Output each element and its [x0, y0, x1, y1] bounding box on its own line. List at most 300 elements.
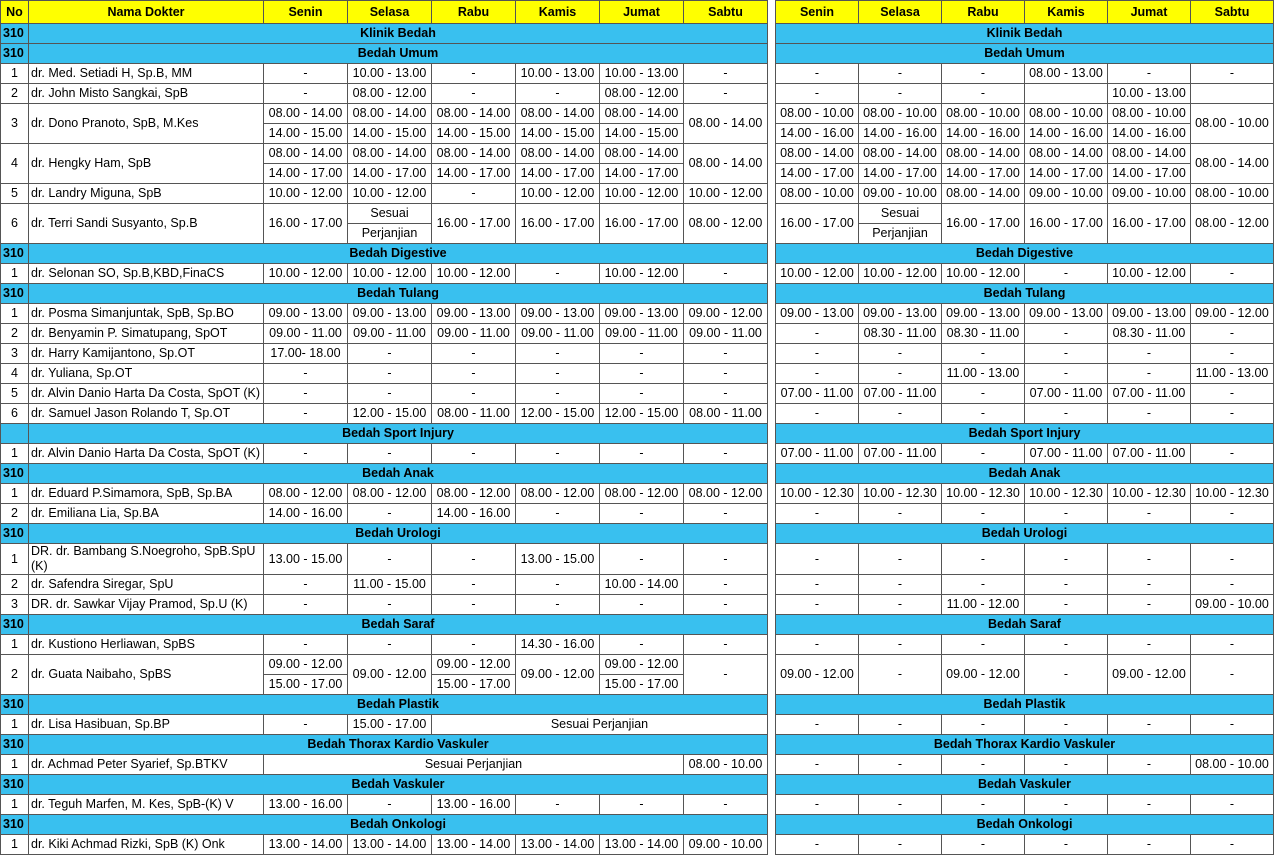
- schedule-cell: -: [776, 715, 859, 735]
- schedule-cell: -: [1108, 504, 1191, 524]
- schedule-cell: -: [1191, 715, 1274, 735]
- doctor-name: dr. Dono Pranoto, SpB, M.Kes: [29, 104, 264, 144]
- schedule-cell: 08.00 - 14.00: [432, 144, 516, 164]
- schedule-cell: -: [942, 835, 1025, 855]
- schedule-cell: -: [1108, 835, 1191, 855]
- doctor-number: 5: [1, 184, 29, 204]
- schedule-cell: 09.00 - 13.00: [348, 304, 432, 324]
- doctor-name: dr. Teguh Marfen, M. Kes, SpB-(K) V: [29, 795, 264, 815]
- section-title: Bedah Saraf: [29, 615, 768, 635]
- section-title: Bedah Vaskuler: [29, 775, 768, 795]
- schedule-cell: 10.00 - 12.30: [859, 484, 942, 504]
- schedule-cell: -: [264, 84, 348, 104]
- schedule-cell: -: [684, 84, 768, 104]
- schedule-cell: 10.00 - 12.00: [348, 264, 432, 284]
- section-row: [1, 775, 1274, 795]
- header-row: [1, 1, 1274, 24]
- column-gap: [768, 364, 776, 384]
- schedule-cell: 08.00 - 12.00: [516, 484, 600, 504]
- schedule-cell: 09.00 - 10.00: [684, 835, 768, 855]
- column-gap: [768, 835, 776, 855]
- schedule-cell: 08.00 - 14.00: [432, 104, 516, 124]
- schedule-cell: 08.30 - 11.00: [942, 324, 1025, 344]
- doctor-number: 1: [1, 304, 29, 324]
- schedule-cell: -: [1191, 795, 1274, 815]
- schedule-cell: 09.00 - 12.00: [600, 655, 684, 675]
- column-gap: [768, 715, 776, 735]
- schedule-cell: -: [432, 64, 516, 84]
- schedule-cell: -: [684, 364, 768, 384]
- schedule-cell: 14.00 - 15.00: [516, 124, 600, 144]
- schedule-cell: -: [776, 595, 859, 615]
- schedule-cell: -: [348, 344, 432, 364]
- section-code: 310: [1, 815, 29, 835]
- schedule-cell: 09.00 - 10.00: [1025, 184, 1108, 204]
- doctor-name: dr. Posma Simanjuntak, SpB, Sp.BO: [29, 304, 264, 324]
- schedule-cell: 09.00 - 12.00: [348, 655, 432, 695]
- schedule-cell: -: [859, 344, 942, 364]
- doctor-name: dr. Alvin Danio Harta Da Costa, SpOT (K): [29, 444, 264, 464]
- doctor-row: [1, 264, 1274, 284]
- schedule-cell: -: [942, 544, 1025, 575]
- section-title: Bedah Onkologi: [29, 815, 768, 835]
- schedule-cell: -: [432, 444, 516, 464]
- schedule-cell: 09.00 - 13.00: [432, 304, 516, 324]
- schedule-cell: -: [600, 595, 684, 615]
- doctor-row: [1, 324, 1274, 344]
- schedule-cell: 07.00 - 11.00: [776, 444, 859, 464]
- schedule-cell: 08.00 - 14.00: [264, 144, 348, 164]
- schedule-cell: Sesuai: [859, 204, 942, 224]
- section-row: [1, 615, 1274, 635]
- schedule-cell: 15.00 - 17.00: [348, 715, 432, 735]
- schedule-cell: -: [264, 444, 348, 464]
- schedule-cell: -: [1191, 344, 1274, 364]
- doctor-name: dr. Selonan SO, Sp.B,KBD,FinaCS: [29, 264, 264, 284]
- section-title-right: Bedah Urologi: [776, 524, 1274, 544]
- schedule-cell: -: [1025, 595, 1108, 615]
- schedule-cell: -: [516, 364, 600, 384]
- schedule-cell: 14.00 - 15.00: [264, 124, 348, 144]
- schedule-cell: -: [516, 344, 600, 364]
- schedule-cell: 09.00 - 12.00: [684, 304, 768, 324]
- schedule-cell: 14.00 - 16.00: [1108, 124, 1191, 144]
- schedule-cell: -: [1191, 64, 1274, 84]
- section-row: [1, 815, 1274, 835]
- schedule-cell: 10.00 - 13.00: [1108, 84, 1191, 104]
- column-gap: [768, 775, 776, 795]
- schedule-cell: 09.00 - 12.00: [776, 655, 859, 695]
- schedule-cell: 10.00 - 12.30: [1191, 484, 1274, 504]
- column-gap: [768, 304, 776, 324]
- column-gap: [768, 575, 776, 595]
- column-gap: [768, 635, 776, 655]
- schedule-cell: -: [776, 364, 859, 384]
- schedule-cell: -: [859, 595, 942, 615]
- section-code: 310: [1, 284, 29, 304]
- header-day: Senin: [264, 1, 348, 24]
- schedule-cell: 09.00 - 13.00: [776, 304, 859, 324]
- schedule-cell: 10.00 - 13.00: [348, 64, 432, 84]
- schedule-cell: 09.00 - 11.00: [516, 324, 600, 344]
- schedule-cell: -: [776, 344, 859, 364]
- schedule-cell: 10.00 - 13.00: [516, 64, 600, 84]
- doctor-row: [1, 344, 1274, 364]
- schedule-cell: 15.00 - 17.00: [600, 675, 684, 695]
- schedule-cell: 09.00 - 12.00: [1191, 304, 1274, 324]
- schedule-cell: -: [1025, 364, 1108, 384]
- schedule-cell: -: [859, 655, 942, 695]
- schedule-cell: 16.00 - 17.00: [516, 204, 600, 244]
- schedule-cell: 08.00 - 13.00: [1025, 64, 1108, 84]
- doctor-name: dr. John Misto Sangkai, SpB: [29, 84, 264, 104]
- schedule-cell: -: [1191, 404, 1274, 424]
- schedule-cell: 08.00 - 12.00: [432, 484, 516, 504]
- schedule-cell: 08.00 - 12.00: [684, 484, 768, 504]
- schedule-cell: 12.00 - 15.00: [348, 404, 432, 424]
- section-code: 310: [1, 44, 29, 64]
- schedule-cell: -: [684, 655, 768, 695]
- schedule-cell: 09.00 - 10.00: [859, 184, 942, 204]
- schedule-cell: -: [684, 344, 768, 364]
- schedule-cell: 09.00 - 12.00: [516, 655, 600, 695]
- doctor-name: dr. Lisa Hasibuan, Sp.BP: [29, 715, 264, 735]
- column-gap: [768, 695, 776, 715]
- schedule-cell: -: [776, 755, 859, 775]
- doctor-row: [1, 544, 1274, 575]
- schedule-cell: -: [776, 84, 859, 104]
- schedule-cell: -: [264, 404, 348, 424]
- schedule-cell: -: [776, 835, 859, 855]
- schedule-cell-merged: Sesuai Perjanjian: [432, 715, 768, 735]
- schedule-cell: 14.00 - 16.00: [776, 124, 859, 144]
- schedule-cell: 08.00 - 14.00: [600, 144, 684, 164]
- section-row: [1, 735, 1274, 755]
- header-day: Jumat: [1108, 1, 1191, 24]
- doctor-row: [1, 184, 1274, 204]
- doctor-row: [1, 655, 1274, 675]
- schedule-cell: -: [516, 444, 600, 464]
- schedule-cell: -: [348, 595, 432, 615]
- schedule-cell: 10.00 - 12.00: [942, 264, 1025, 284]
- schedule-cell: -: [776, 795, 859, 815]
- section-title: Bedah Tulang: [29, 284, 768, 304]
- doctor-name: dr. Eduard P.Simamora, SpB, Sp.BA: [29, 484, 264, 504]
- column-gap: [768, 384, 776, 404]
- schedule-cell: 07.00 - 11.00: [1025, 444, 1108, 464]
- schedule-cell: -: [942, 84, 1025, 104]
- section-code: 310: [1, 464, 29, 484]
- schedule-cell: -: [1025, 404, 1108, 424]
- schedule-cell: 07.00 - 11.00: [776, 384, 859, 404]
- schedule-cell: -: [942, 504, 1025, 524]
- schedule-cell: 14.00 - 16.00: [264, 504, 348, 524]
- schedule-cell: -: [776, 504, 859, 524]
- schedule-cell: -: [600, 384, 684, 404]
- doctor-number: 6: [1, 204, 29, 244]
- schedule-cell: -: [1108, 364, 1191, 384]
- schedule-cell: 09.00 - 12.00: [432, 655, 516, 675]
- schedule-cell: -: [264, 635, 348, 655]
- schedule-cell: -: [432, 344, 516, 364]
- header-day: Jumat: [600, 1, 684, 24]
- section-code: 310: [1, 735, 29, 755]
- schedule-cell: -: [1025, 655, 1108, 695]
- schedule-cell: -: [859, 544, 942, 575]
- schedule-cell: -: [942, 344, 1025, 364]
- schedule-cell: -: [684, 384, 768, 404]
- doctor-row: [1, 504, 1274, 524]
- schedule-cell: -: [859, 755, 942, 775]
- schedule-cell: -: [600, 444, 684, 464]
- schedule-cell: -: [1191, 544, 1274, 575]
- schedule-cell: 08.00 - 11.00: [432, 404, 516, 424]
- column-gap: [768, 24, 776, 44]
- column-gap: [768, 1, 776, 24]
- column-gap: [768, 524, 776, 544]
- doctor-row: [1, 715, 1274, 735]
- doctor-name: dr. Yuliana, Sp.OT: [29, 364, 264, 384]
- schedule-cell: 09.00 - 11.00: [600, 324, 684, 344]
- section-title-right: Bedah Tulang: [776, 284, 1274, 304]
- column-gap: [768, 244, 776, 264]
- schedule-cell: 08.00 - 10.00: [859, 104, 942, 124]
- schedule-cell: 11.00 - 13.00: [942, 364, 1025, 384]
- doctor-row: [1, 364, 1274, 384]
- schedule-cell: 10.00 - 12.30: [942, 484, 1025, 504]
- schedule-cell: 09.00 - 11.00: [432, 324, 516, 344]
- column-gap: [768, 144, 776, 184]
- schedule-cell: 13.00 - 14.00: [516, 835, 600, 855]
- schedule-cell: -: [348, 635, 432, 655]
- schedule-cell: 13.00 - 14.00: [264, 835, 348, 855]
- schedule-cell: -: [859, 64, 942, 84]
- schedule-cell: -: [432, 544, 516, 575]
- schedule-cell: 14.00 - 17.00: [942, 164, 1025, 184]
- section-code: 310: [1, 524, 29, 544]
- section-title: Bedah Sport Injury: [29, 424, 768, 444]
- schedule-cell: -: [859, 504, 942, 524]
- schedule-cell: 11.00 - 12.00: [942, 595, 1025, 615]
- schedule-cell: -: [600, 795, 684, 815]
- schedule-cell: -: [348, 384, 432, 404]
- schedule-cell: 09.00 - 10.00: [1191, 595, 1274, 615]
- schedule-cell: 16.00 - 17.00: [1108, 204, 1191, 244]
- section-code: 310: [1, 615, 29, 635]
- doctor-name: dr. Terri Sandi Susyanto, Sp.B: [29, 204, 264, 244]
- schedule-cell: -: [432, 384, 516, 404]
- schedule-cell: -: [1108, 404, 1191, 424]
- section-title-right: Bedah Plastik: [776, 695, 1274, 715]
- schedule-cell: 07.00 - 11.00: [1108, 384, 1191, 404]
- schedule-cell: -: [776, 575, 859, 595]
- schedule-cell: 09.00 - 12.00: [264, 655, 348, 675]
- schedule-cell: 09.00 - 13.00: [859, 304, 942, 324]
- doctor-name: dr. Safendra Siregar, SpU: [29, 575, 264, 595]
- column-gap: [768, 595, 776, 615]
- section-row: [1, 464, 1274, 484]
- doctor-row: [1, 795, 1274, 815]
- column-gap: [768, 444, 776, 464]
- schedule-cell: 07.00 - 11.00: [859, 384, 942, 404]
- schedule-cell: 14.00 - 16.00: [432, 504, 516, 524]
- schedule-cell: -: [600, 544, 684, 575]
- schedule-cell: 09.00 - 11.00: [684, 324, 768, 344]
- schedule-cell: -: [1025, 795, 1108, 815]
- schedule-cell: -: [1025, 344, 1108, 364]
- column-gap: [768, 504, 776, 524]
- column-gap: [768, 544, 776, 575]
- doctor-number: 3: [1, 104, 29, 144]
- schedule-cell: -: [684, 795, 768, 815]
- doctor-number: 1: [1, 755, 29, 775]
- doctor-name: DR. dr. Sawkar Vijay Pramod, Sp.U (K): [29, 595, 264, 615]
- doctor-row: [1, 835, 1274, 855]
- schedule-cell: -: [859, 575, 942, 595]
- schedule-cell: -: [1025, 635, 1108, 655]
- schedule-cell: -: [859, 715, 942, 735]
- column-gap: [768, 104, 776, 144]
- schedule-cell: -: [859, 404, 942, 424]
- schedule-cell: 09.00 - 13.00: [1108, 304, 1191, 324]
- column-gap: [768, 655, 776, 695]
- column-gap: [768, 264, 776, 284]
- schedule-cell: 13.00 - 15.00: [264, 544, 348, 575]
- schedule-cell: 08.00 - 14.00: [1108, 144, 1191, 164]
- schedule-cell: -: [1108, 795, 1191, 815]
- schedule-cell: 08.00 - 12.00: [600, 84, 684, 104]
- schedule-cell: -: [1191, 575, 1274, 595]
- schedule-cell: -: [1108, 344, 1191, 364]
- schedule-cell: 10.00 - 12.00: [859, 264, 942, 284]
- schedule-cell: 12.00 - 15.00: [516, 404, 600, 424]
- section-row: [1, 524, 1274, 544]
- section-title: Bedah Digestive: [29, 244, 768, 264]
- schedule-cell: -: [1025, 715, 1108, 735]
- doctor-number: 1: [1, 715, 29, 735]
- schedule-cell: 09.00 - 10.00: [1108, 184, 1191, 204]
- schedule-cell: -: [1191, 324, 1274, 344]
- section-row: [1, 244, 1274, 264]
- schedule-cell: -: [1108, 595, 1191, 615]
- schedule-cell: -: [432, 184, 516, 204]
- doctor-name: dr. Kustiono Herliawan, SpBS: [29, 635, 264, 655]
- doctor-number: 6: [1, 404, 29, 424]
- schedule-cell: 08.00 - 10.00: [776, 184, 859, 204]
- schedule-cell: -: [264, 715, 348, 735]
- column-gap: [768, 44, 776, 64]
- schedule-cell: 14.30 - 16.00: [516, 635, 600, 655]
- schedule-cell: -: [684, 635, 768, 655]
- doctor-row: [1, 755, 1274, 775]
- schedule-cell: 13.00 - 14.00: [348, 835, 432, 855]
- clinic-title-right: Klinik Bedah: [776, 24, 1274, 44]
- schedule-cell: 10.00 - 12.00: [600, 184, 684, 204]
- schedule-cell: -: [776, 404, 859, 424]
- section-title-right: Bedah Vaskuler: [776, 775, 1274, 795]
- schedule-cell: 14.00 - 16.00: [859, 124, 942, 144]
- doctor-name: dr. Achmad Peter Syarief, Sp.BTKV: [29, 755, 264, 775]
- section-title-right: Bedah Umum: [776, 44, 1274, 64]
- schedule-cell: 14.00 - 17.00: [1108, 164, 1191, 184]
- schedule-cell: 08.30 - 11.00: [1108, 324, 1191, 344]
- schedule-cell: 08.00 - 14.00: [516, 144, 600, 164]
- clinic-code: 310: [1, 24, 29, 44]
- schedule-cell: 12.00 - 15.00: [600, 404, 684, 424]
- schedule-cell: -: [516, 84, 600, 104]
- doctor-row: [1, 404, 1274, 424]
- schedule-cell: 16.00 - 17.00: [432, 204, 516, 244]
- schedule-cell: 10.00 - 12.30: [1108, 484, 1191, 504]
- schedule-cell: -: [684, 504, 768, 524]
- section-title-right: Bedah Digestive: [776, 244, 1274, 264]
- schedule-cell: -: [1025, 575, 1108, 595]
- column-gap: [768, 324, 776, 344]
- schedule-cell: 09.00 - 11.00: [264, 324, 348, 344]
- schedule-cell: 10.00 - 12.00: [776, 264, 859, 284]
- column-gap: [768, 204, 776, 244]
- schedule-cell-merged: Sesuai Perjanjian: [264, 755, 684, 775]
- schedule-cell: -: [942, 755, 1025, 775]
- column-gap: [768, 735, 776, 755]
- schedule-cell: -: [942, 384, 1025, 404]
- doctor-row: [1, 575, 1274, 595]
- doctor-number: 3: [1, 344, 29, 364]
- schedule-cell: 09.00 - 13.00: [516, 304, 600, 324]
- header-day: Kamis: [1025, 1, 1108, 24]
- schedule-cell: 08.00 - 10.00: [684, 755, 768, 775]
- doctor-row: [1, 484, 1274, 504]
- schedule-cell: -: [684, 444, 768, 464]
- schedule-cell: [1025, 84, 1108, 104]
- section-title: Bedah Thorax Kardio Vaskuler: [29, 735, 768, 755]
- schedule-cell: 11.00 - 13.00: [1191, 364, 1274, 384]
- schedule-cell: 08.00 - 12.00: [1191, 204, 1274, 244]
- schedule-cell: 10.00 - 12.00: [600, 264, 684, 284]
- schedule-cell: -: [348, 504, 432, 524]
- schedule-cell: -: [348, 364, 432, 384]
- schedule-cell: -: [432, 84, 516, 104]
- doctor-row: [1, 144, 1274, 164]
- schedule-cell: -: [1191, 264, 1274, 284]
- schedule-cell: 10.00 - 12.00: [264, 264, 348, 284]
- schedule-cell: -: [348, 544, 432, 575]
- schedule-cell: Perjanjian: [348, 224, 432, 244]
- schedule-cell: 13.00 - 16.00: [264, 795, 348, 815]
- schedule-cell: -: [1108, 715, 1191, 735]
- schedule-cell: 10.00 - 13.00: [600, 64, 684, 84]
- schedule-cell: 08.00 - 14.00: [942, 184, 1025, 204]
- doctor-number: 1: [1, 835, 29, 855]
- schedule-cell: 08.00 - 14.00: [776, 144, 859, 164]
- doctor-number: 2: [1, 84, 29, 104]
- schedule-cell: -: [1025, 504, 1108, 524]
- doctor-number: 2: [1, 324, 29, 344]
- column-gap: [768, 615, 776, 635]
- schedule-cell: -: [1025, 324, 1108, 344]
- schedule-cell: 10.00 - 12.00: [432, 264, 516, 284]
- column-gap: [768, 795, 776, 815]
- schedule-cell: 08.00 - 14.00: [684, 144, 768, 184]
- schedule-cell: 08.30 - 11.00: [859, 324, 942, 344]
- schedule-cell: -: [516, 384, 600, 404]
- section-row: [1, 44, 1274, 64]
- schedule-cell: -: [516, 575, 600, 595]
- schedule-cell: 13.00 - 14.00: [432, 835, 516, 855]
- schedule-cell: 14.00 - 17.00: [600, 164, 684, 184]
- schedule-cell: -: [264, 64, 348, 84]
- schedule-cell: -: [600, 364, 684, 384]
